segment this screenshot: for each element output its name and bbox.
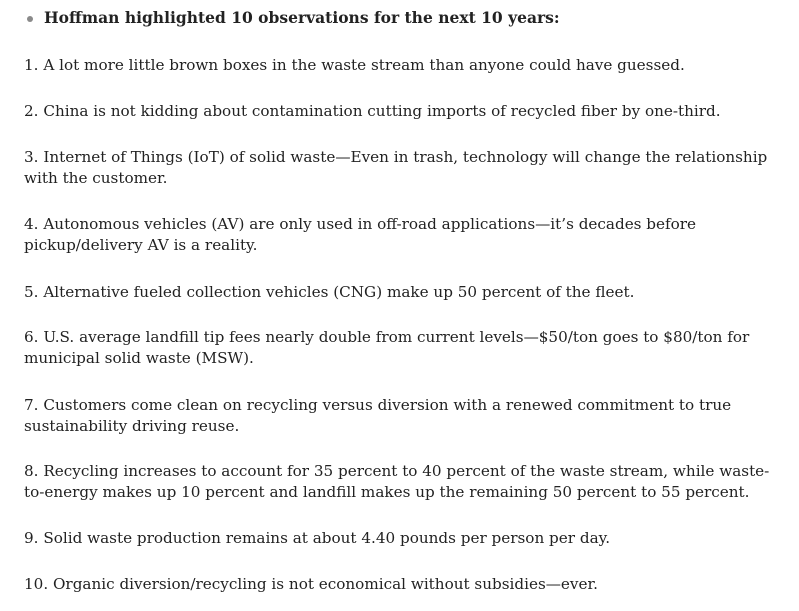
observation-4: 4. Autonomous vehicles (AV) are only used in off-road applications—it’s decades before pickup/delivery AV is a reality. xyxy=(24,215,697,254)
observation-2: 2. China is not kidding about contamination cutting imports of recycled fiber by one-third. xyxy=(24,102,721,120)
observation-10: 10. Organic diversion/recycling is not economical without subsidies—ever. xyxy=(24,575,598,593)
observation-6: 6. U.S. average landfill tip fees nearly double from current levels—$50/ton goes to $80/ton for municipal solid waste (MSW). xyxy=(24,328,750,367)
bullet-icon xyxy=(27,16,33,22)
observation-5: 5. Alternative fueled collection vehicles (CNG) make up 50 percent of the fleet. xyxy=(24,283,635,301)
observation-9: 9. Solid waste production remains at about 4.40 pounds per person per day. xyxy=(24,529,611,547)
observation-7: 7. Customers come clean on recycling versus diversion with a renewed commitment to true sustainability driving reuse. xyxy=(24,396,732,435)
list-heading xyxy=(24,7,560,29)
observation-1: 1. A lot more little brown boxes in the waste stream than anyone could have guessed. xyxy=(24,56,685,74)
observation-8: 8. Recycling increases to account for 35 percent to 40 percent of the waste stream, while waste-to-energy makes up 10 percent and landfill makes up the remaining 50 percent to 55 percent. xyxy=(24,462,770,501)
observation-3: 3. Internet of Things (IoT) of solid waste—Even in trash, technology will change the relationship with the customer. xyxy=(24,148,768,187)
heading-text: Hoffman highlighted 10 observations for the next 10 years: xyxy=(44,8,560,27)
